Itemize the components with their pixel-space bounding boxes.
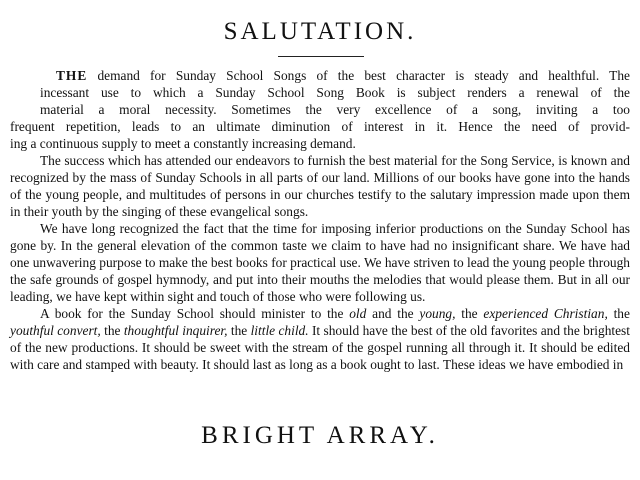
p4-text-4: the — [613, 306, 630, 321]
paragraph-1-line-1-text: demand for Sunday School Songs of the best character is steady and healthful. The — [97, 68, 630, 83]
paragraph-1-line-5: ing a continuous supply to meet a constantly increasing demand. — [10, 136, 356, 151]
paragraph-4 — [10, 305, 630, 373]
page-title: SALUTATION. — [223, 18, 417, 45]
drop-cap: THE — [56, 68, 88, 83]
p4-italic-old: old — [349, 306, 367, 321]
p4-text-2: and the — [372, 306, 414, 321]
p4-italic-inquirer: thoughtful inquirer, — [123, 323, 228, 338]
paragraph-3: We have long recognized the fact that the time for imposing inferior productions on the Sunday School has gone by. In the general elevation of the common taste we claim to have had no insignificant share. We have had one unwavering purpose to make the best books for practical use. We have striven to lead the young people through the safe grounds of gospel hymnody, and put into their mouths the melodies that would please them. But in all our leading, we have kept within sight and touch of those who were following us. — [10, 221, 630, 304]
p4-italic-convert: youthful convert, — [10, 323, 101, 338]
paragraph-1-line-2: incessant use to which a Sunday School Song Book is subject renders a renewal of the — [40, 85, 630, 100]
paragraph-1-line-3: material a moral necessity. Sometimes the very excellence of a song, inviting a too — [40, 102, 630, 117]
paragraph-1-line-4: frequent repetition, leads to an ultimate diminution of interest in it. Hence the need of provid- — [10, 119, 630, 134]
p4-text-6: the — [230, 323, 248, 338]
paragraph-2: The success which has attended our endeavors to furnish the best material for the Song Service, is known and recognized by the mass of Sunday Schools in all parts of our land. Millions of our books have gone into the hands of the young people, and multitudes of persons in our churches testify to the salutary impression made upon them in their youth by the singing of these evangelical songs. — [10, 153, 630, 219]
body-text — [10, 67, 630, 373]
paragraph-1-line-1 — [10, 67, 630, 84]
p4-italic-child: little child. — [250, 323, 309, 338]
p4-text-7: It should have the best of the old favorites and the brightest of the new productions. It should be sweet with the stream of the gospel running all through it. It should be edited with care and stamped with beauty. It should last as long as a book ought to last. These ideas we have embodied in — [10, 323, 630, 372]
p4-italic-experienced: experienced Christian, — [483, 306, 608, 321]
p4-text-3: the — [461, 306, 478, 321]
title-rule — [278, 56, 364, 57]
paragraph-1 — [10, 67, 630, 152]
p4-italic-young: young, — [419, 306, 456, 321]
p4-text-5: the — [104, 323, 121, 338]
p4-text-1: A book for the Sunday School should minister to the — [40, 306, 344, 321]
book-title: BRIGHT ARRAY. — [201, 422, 439, 449]
